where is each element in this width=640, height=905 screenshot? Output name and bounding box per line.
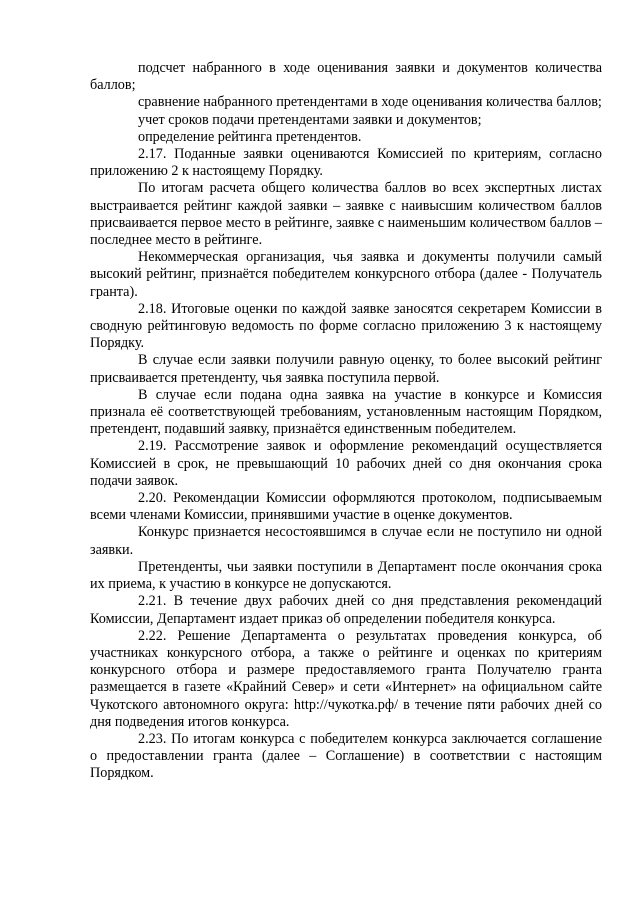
list-item-deadlines: учет сроков подачи претендентами заявки и документов; [138,111,482,128]
paragraph-2-18: 2.18. Итоговые оценки по каждой заявке заносятся секретарем Комиссии в сводную рейтинговую ведомость по форме согласно приложению 3 к настоящему Порядку. [90,300,602,352]
paragraph-2-17: 2.17. Поданные заявки оцениваются Комиссией по критериям, согласно приложению 2 к настоящему Порядку. [90,146,602,180]
paragraph-late-applications: Претенденты, чьи заявки поступили в Департамент после окончания срока их приема, к участию в конкурсе не допускаются. [90,558,602,593]
paragraph-2-23: 2.23. По итогам конкурса с победителем конкурса заключается соглашение о предоставлении гранта (далее – Соглашение) в соответствии с настоящим Порядком. [90,730,602,782]
paragraph-equal-score: В случае если заявки получили равную оценку, то более высокий рейтинг присваивается претенденту, чья заявка поступила первой. [90,352,602,386]
paragraph-2-21: 2.21. В течение двух рабочих дней со дня представления рекомендаций Комиссии, Департамент издает приказ об определении победителя конкурса. [90,593,602,627]
list-item-scoring: подсчет набранного в ходе оценивания заявки и документов количества баллов; [90,60,602,94]
list-item-comparison: сравнение набранного претендентами в ходе оценивания количества баллов; [138,94,602,111]
paragraph-2-19: 2.19. Рассмотрение заявок и оформление рекомендаций осуществляется Комиссией в срок, не превышающий 10 рабочих дней со дня окончания срока подачи заявок. [90,438,602,489]
paragraph-single-application: В случае если подана одна заявка на участие в конкурсе и Комиссия признала её соответствующей требованиям, установленным настоящим Порядком, претендент, подавший заявку, признаётся единственным победителем. [90,386,602,438]
paragraph-winner: Некоммерческая организация, чья заявка и документы получили самый высокий рейтинг, признаётся победителем конкурсного отбора (далее - Получатель гранта). [90,249,602,300]
paragraph-no-applications: Конкурс признается несостоявшимся в случае если не поступило ни одной заявки. [90,524,602,558]
paragraph-2-20: 2.20. Рекомендации Комиссии оформляются протоколом, подписываемым всеми членами Комиссии, принявшими участие в оценке документов. [90,490,602,524]
paragraph-2-22: 2.22. Решение Департамента о результатах проведения конкурса, об участниках конкурсного отбора, а также о рейтинге и оценках по критериям конкурсного отбора и размере предоставляемого гранта Получателю гранта размещается в газете «Крайний Север» и сети «Интернет» на официальном сайте Чукотского автономного округа: http://чукотка.рф/ в течение пяти рабочих дней со дня подведения итогов конкурса. [90,627,602,730]
list-item-rating: определение рейтинга претендентов. [138,128,362,145]
paragraph-rating-order: По итогам расчета общего количества баллов во всех экспертных листах выстраивается рейтинг каждой заявки – заявке с наивысшим количеством баллов присваивается первое место в рейтинге, заявке с наименьшим количеством баллов – последнее место в рейтинге. [90,180,602,249]
document-page [90,60,602,783]
